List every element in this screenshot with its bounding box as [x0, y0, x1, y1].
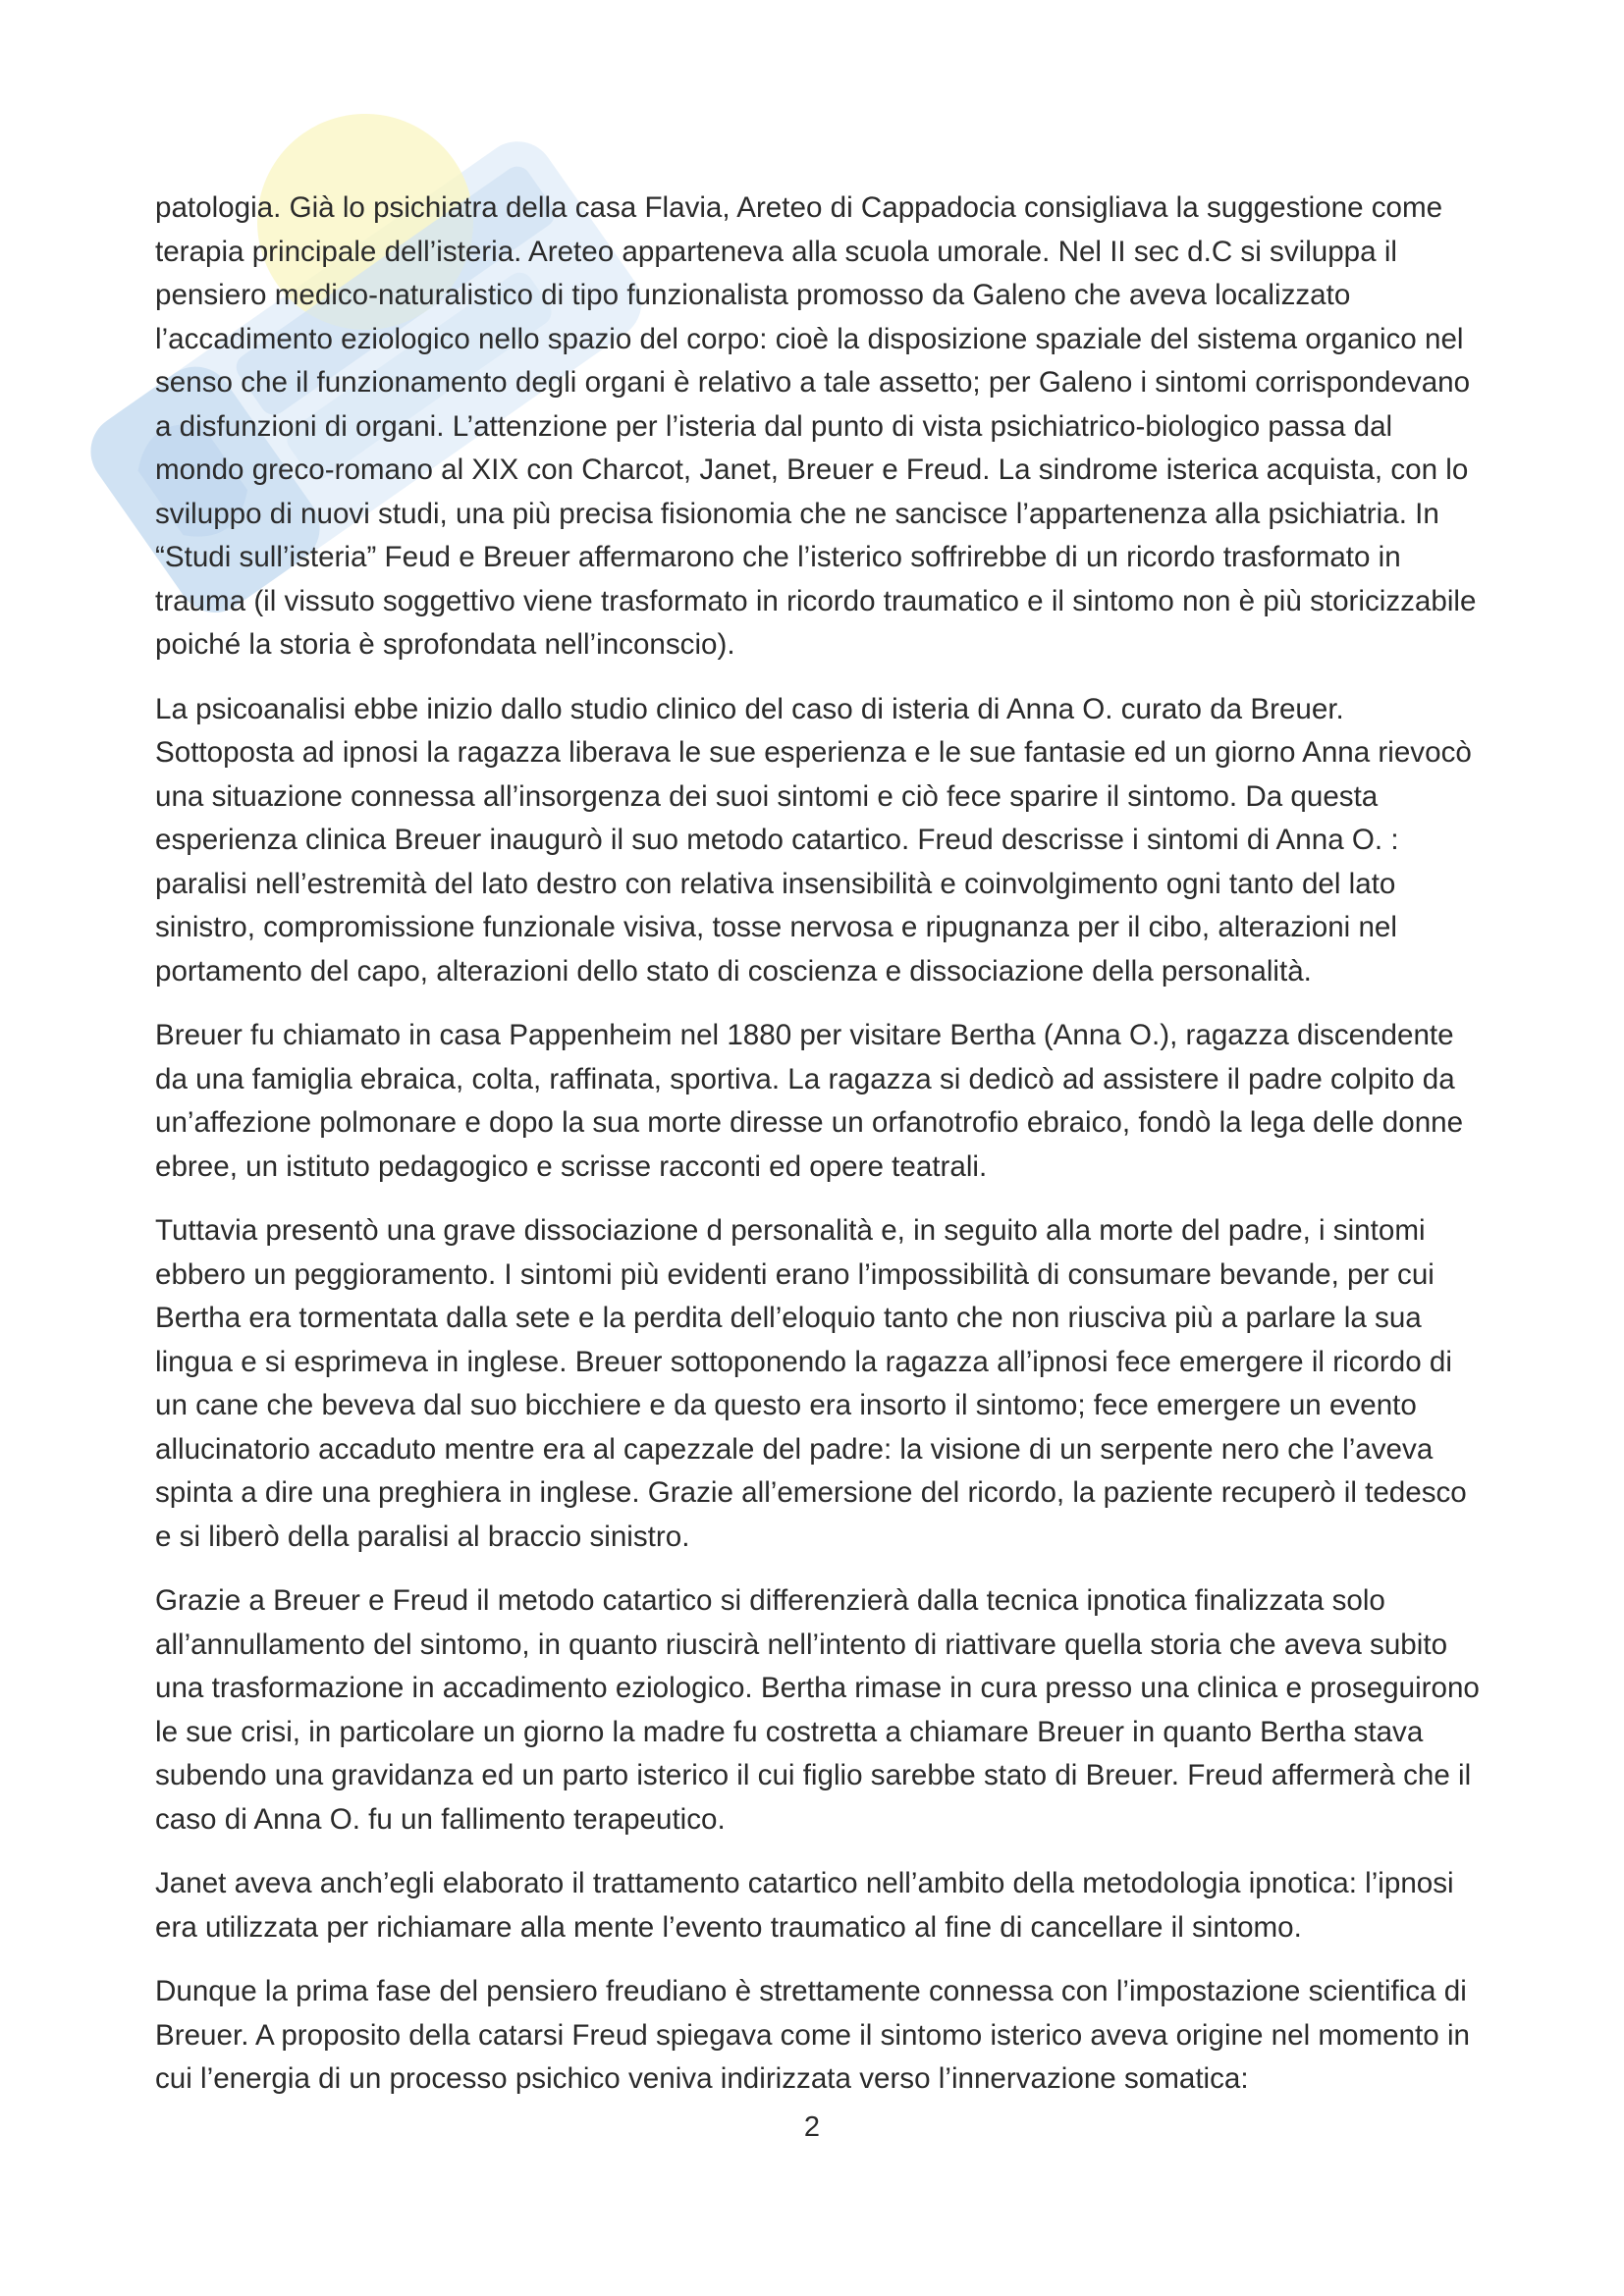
paragraph: Janet aveva anch’egli elaborato il trattamento catartico nell’ambito della metodologia ipnotica: l’ipnosi era utilizzata per richiamare alla mente l’evento traumatico al fine di cancellare il sintomo. [155, 1867, 1454, 1944]
paragraph: Dunque la prima fase del pensiero freudiano è strettamente connessa con l’impostazione scientifica di Breuer. A proposito della catarsi Freud spiegava come il sintomo isterico aveva origine nel momento in cui l’energia di un processo psichico veniva indirizzata verso l’innervazione somatica: [155, 1975, 1470, 2095]
paragraph: Grazie a Breuer e Freud il metodo catartico si differenzierà dalla tecnica ipnotica finalizzata solo all’annullamento del sintomo, in quanto riuscirà nell’intento di riattivare quella storia che aveva subito una trasformazione in accadimento eziologico. Bertha rimase in cura presso una clinica e proseguirono le sue crisi, in particolare un giorno la madre fu costretta a chiamare Breuer in quanto Bertha stava subendo una gravidanza ed un parto isterico il cui figlio sarebbe stato di Breuer. Freud affermerà che il caso di Anna O. fu un fallimento terapeutico. [155, 1584, 1480, 1836]
document-body [155, 187, 1481, 2122]
paragraph: patologia. Già lo psichiatra della casa Flavia, Areteo di Cappadocia consigliava la suggestione come terapia principale dell’isteria. Areteo apparteneva alla scuola umorale. Nel II sec d.C si sviluppa il pensiero medico-naturalistico di tipo funzionalista promosso da Galeno che aveva localizzato l’accadimento eziologico nello spazio del corpo: cioè la disposizione spaziale del sistema organico nel senso che il funzionamento degli organi è relativo a tale assetto; per Galeno i sintomi corrispondevano a disfunzioni di organi. L’attenzione per l’isteria dal punto di vista psichiatrico-biologico passa dal mondo greco-romano al XIX con Charcot, Janet, Breuer e Freud. La sindrome isterica acquista, con lo sviluppo di nuovi studi, una più precisa fisionomia che ne sancisce l’appartenenza alla psichiatria. In “Studi sull’isteria” Feud e Breuer affermarono che l’isterico soffrirebbe di un ricordo trasformato in trauma (il vissuto soggettivo viene trasformato in ricordo traumatico e il sintomo non è più storicizzabile poiché la storia è sprofondata nell’inconscio). [155, 191, 1477, 661]
paragraph: Tuttavia presentò una grave dissociazione d personalità e, in seguito alla morte del padre, i sintomi ebbero un peggioramento. I sintomi più evidenti erano l’impossibilità di consumare bevande, per cui Bertha era tormentata dalla sete e la perdita dell’eloquio tanto che non riusciva più a parlare la sua lingua e si esprimeva in inglese. Breuer sottoponendo la ragazza all’ipnosi fece emergere il ricordo di un cane che beveva dal suo bicchiere e da questo era insorto il sintomo; fece emergere un evento allucinatorio accaduto mentre era al capezzale del padre: la visione di un serpente nero che l’aveva spinta a dire una preghiera in inglese. Grazie all’emersione del ricordo, la paziente recuperò il tedesco e si liberò della paralisi al braccio sinistro. [155, 1214, 1467, 1553]
paragraph: Breuer fu chiamato in casa Pappenheim nel 1880 per visitare Bertha (Anna O.), ragazza discendente da una famiglia ebraica, colta, raffinata, sportiva. La ragazza si dedicò ad assistere il padre colpito da un’affezione polmonare e dopo la sua morte diresse un orfanotrofio ebraico, fondò la lega delle donne ebree, un istituto pedagogico e scrisse racconti ed opere teatrali. [155, 1019, 1464, 1183]
page-number: 2 [803, 2111, 821, 2143]
paragraph: La psicoanalisi ebbe inizio dallo studio clinico del caso di isteria di Anna O. curato da Breuer. Sottoposta ad ipnosi la ragazza liberava le sue esperienza e le sue fantasie ed un giorno Anna rievocò una situazione connessa all’insorgenza dei suoi sintomi e ciò fece sparire il sintomo. Da questa esperienza clinica Breuer inaugurò il suo metodo catartico. Freud descrisse i sintomi di Anna O. : paralisi nell’estremità del lato destro con relativa insensibilità e coinvolgimento ogni tanto del lato sinistro, compromissione funzionale visiva, tosse nervosa e ripugnanza per il cibo, alterazioni nel portamento del capo, alterazioni dello stato di coscienza e dissociazione della personalità. [155, 692, 1472, 988]
